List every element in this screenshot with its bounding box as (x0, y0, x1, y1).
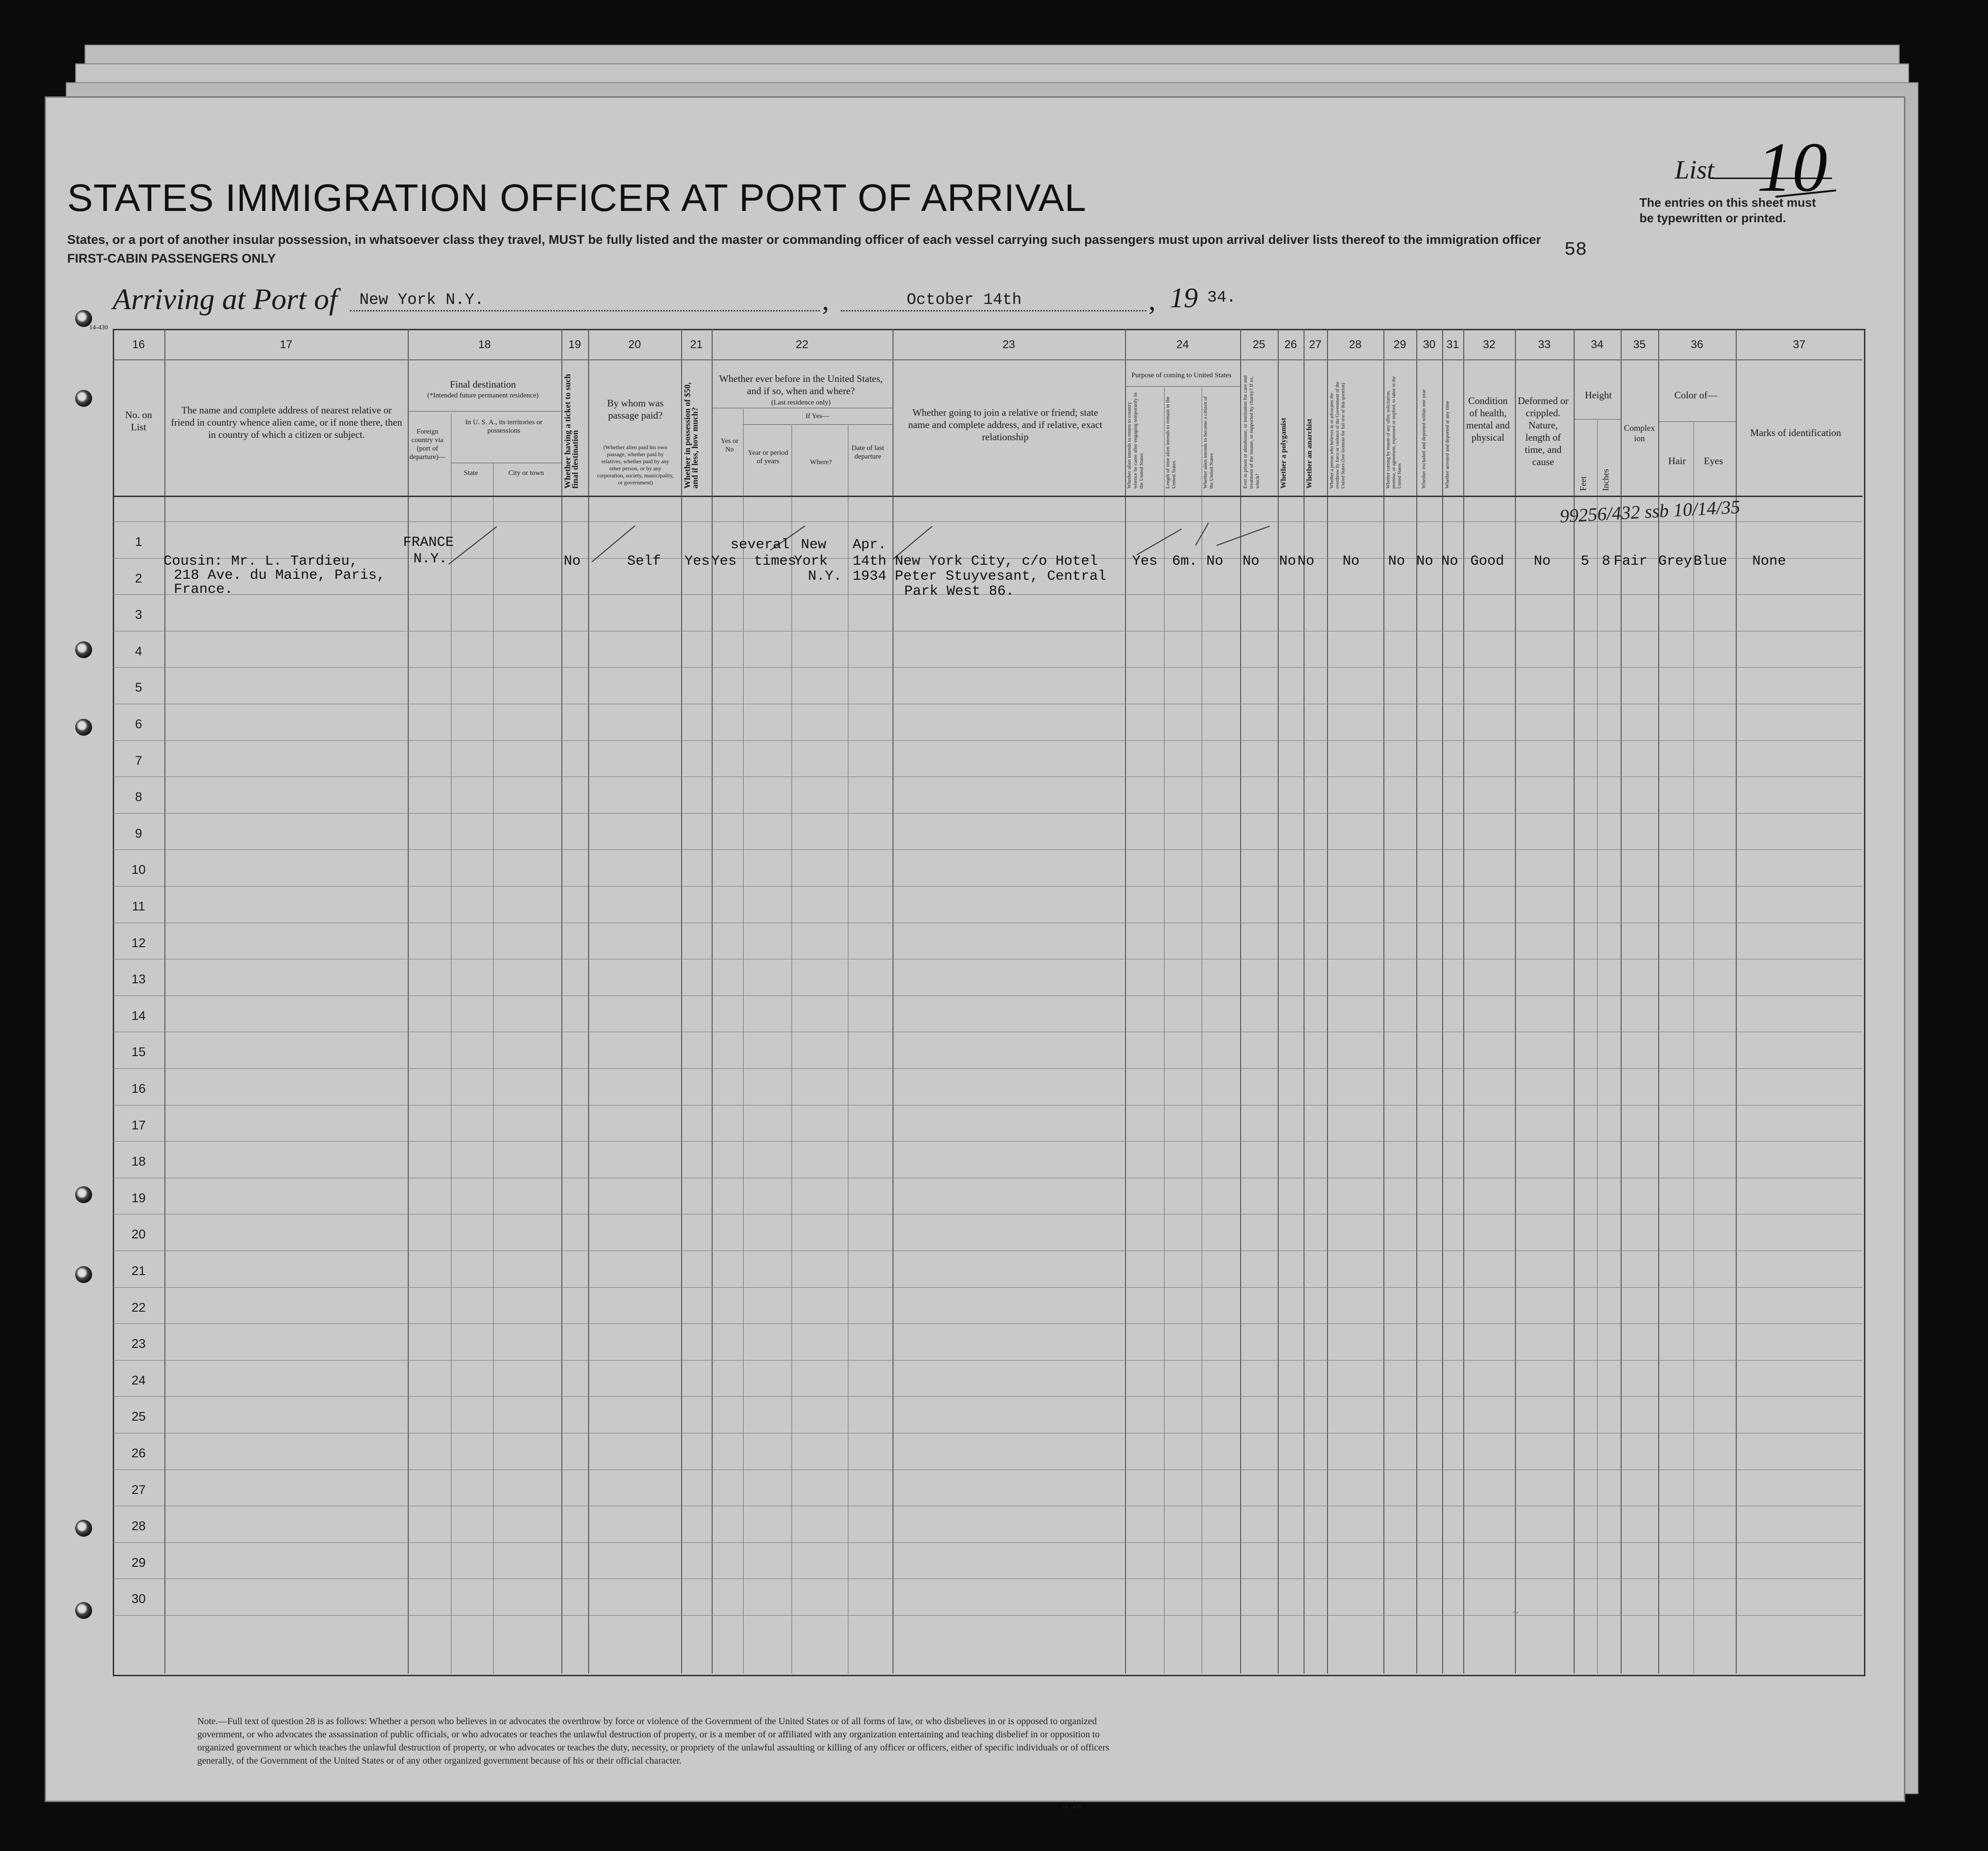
column-number: 29 (1393, 338, 1406, 351)
footnote-form-reference: 14—430 (1062, 1804, 1081, 1810)
table-row-rule (113, 1287, 1863, 1288)
row-number: 21 (131, 1264, 146, 1278)
row-number: 10 (131, 863, 146, 877)
binder-hole-icon (75, 1520, 92, 1537)
comma-separator: , (1149, 285, 1156, 316)
column-number: 26 (1284, 338, 1297, 351)
form-reference: 14-430 (89, 324, 108, 331)
row-number: 3 (135, 607, 142, 622)
row-number: 28 (131, 1519, 146, 1533)
column-number: 20 (628, 338, 641, 351)
header-purpose-citizen: Whether alien intends to become a citizen of the United States (1203, 396, 1214, 489)
comma-separator: , (822, 285, 829, 316)
header-bottom-rule (113, 496, 1863, 497)
table-row-rule (113, 1141, 1863, 1142)
table-row-rule (113, 740, 1863, 741)
row-number: 19 (131, 1190, 146, 1205)
passenger-class-label: FIRST-CABIN PASSENGERS ONLY (67, 251, 276, 265)
header-relative-address: The name and complete address of nearest relative or friend in country whence alien came, or if none there, then in country of which a citizen or subject. (171, 404, 403, 440)
before-where-line-1: New (801, 537, 827, 553)
column-divider (408, 329, 409, 1673)
ticket-value: No (564, 553, 581, 569)
header-overthrow: Whether a person who believes in or advocates the overthrow by force or violence of the Government of the United States (See footnote for full text of this question) (1329, 381, 1346, 489)
column-divider (1383, 329, 1384, 1673)
purpose-length-value: 6m. (1172, 553, 1198, 569)
column-number: 22 (796, 338, 808, 351)
header-years: Year or period of years (748, 449, 788, 465)
eyes-value: Blue (1693, 553, 1728, 569)
subcolumn-divider (1597, 420, 1598, 1673)
row-number: 22 (131, 1300, 146, 1314)
header-anarchist: Whether an anarchist (1305, 419, 1313, 489)
table-row-rule (113, 1615, 1863, 1616)
list-label: List (1675, 156, 1715, 185)
relative-address-line-3: France. (174, 582, 233, 598)
list-number: 10 (1757, 128, 1827, 206)
header-subrule (408, 411, 561, 412)
column-number: 32 (1483, 338, 1496, 351)
hair-value: Grey (1658, 553, 1693, 569)
column-divider (1304, 329, 1305, 1673)
purpose-return-value: Yes (1132, 553, 1158, 569)
column-divider (1240, 329, 1241, 1673)
column-number: 17 (280, 338, 293, 351)
column-number: 18 (478, 338, 491, 351)
arriving-label: Arriving at Port of (113, 282, 338, 316)
column-number: 28 (1349, 338, 1362, 351)
column-number: 31 (1446, 338, 1459, 351)
row-number: 24 (131, 1373, 146, 1387)
polygamist-value: No (1279, 553, 1297, 569)
join-relative-line-2: Peter Stuyvesant, Central (895, 568, 1107, 584)
money-value: Yes (684, 553, 710, 569)
handwritten-annotation: 99256/432 ssb 10/14/35 (1559, 496, 1741, 527)
before-years-line-2: times (754, 553, 797, 569)
column-number-rule (113, 359, 1863, 360)
height-feet-value: 5 (1581, 553, 1590, 569)
table-row-rule (113, 1542, 1863, 1543)
column-divider (561, 329, 562, 1673)
header-arrested: Whether arrested and deported at any time (1444, 401, 1450, 489)
overthrow-value: No (1343, 553, 1360, 569)
header-final-destination: Final destination (450, 379, 516, 390)
row-number: 15 (131, 1045, 146, 1059)
header-deformed: Deformed or crippled. Nature, length of time, and cause (1518, 395, 1569, 467)
header-where: Where? (810, 459, 832, 466)
row-number: 30 (131, 1592, 146, 1606)
header-money: Whether in possession of $50, and if less, how much? (683, 382, 699, 489)
header-if-yes: If Yes— (805, 412, 829, 420)
footnote (197, 1715, 1137, 1810)
header-join-relative: Whether going to join a relative or friend; state name and complete address, and if relative, exact relationship (908, 407, 1103, 443)
column-divider (588, 329, 589, 1673)
header-labor-offer: Whether coming by reason of any offer, solicitation, promise, or agreement, expressed or implied, to labor in the United States (1386, 376, 1402, 489)
column-divider (1658, 329, 1659, 1673)
deformed-value: No (1534, 553, 1551, 569)
column-divider (681, 329, 682, 1673)
table-row-rule (113, 813, 1863, 814)
page-title: STATES IMMIGRATION OFFICER AT PORT OF ARRIVAL (67, 177, 1087, 219)
anarchist-value: No (1297, 553, 1315, 569)
column-divider (712, 329, 713, 1673)
column-number: 25 (1252, 338, 1266, 351)
footnote-text: Note.—Full text of question 28 is as follows: Whether a person who believes in or advocates the overthrow by force or violence of the Government of the United States or of all forms of law, or who disbelieves in or is opposed to organized government, or who advocates the assassination of public officials, or who advocates or teaches the unlawful destruction of property, or is a member of or affiliated with any organization entertaining and teaching disbelief in or opposition to organized government or which teaches the unlawful destruction of property, or who advocates or teaches the duty, necessity, or propriety of the unlawful assaulting or killing of any officer or officers, either of specific individuals or of officers generally, of the Government of the United States or of any other organized government because of his or their official character. (197, 1716, 1110, 1766)
relative-address-line-2: 218 Ave. du Maine, Paris, (174, 568, 386, 583)
header-marks-identification: Marks of identification (1750, 427, 1841, 438)
table-row-rule (113, 849, 1863, 850)
column-number: 19 (568, 338, 581, 351)
header-subrule (743, 424, 893, 425)
column-number: 27 (1309, 338, 1322, 351)
table-row-rule (113, 1323, 1863, 1324)
entries-note-line-1: The entries on this sheet must (1639, 195, 1816, 210)
row-number: 5 (135, 680, 142, 695)
row-number: 29 (131, 1555, 146, 1570)
header-ever-before: Whether ever before in the United States, and if so, when and where? (719, 373, 883, 397)
date-underline (841, 310, 1146, 311)
height-inches-value: 8 (1602, 553, 1611, 569)
header-purpose: Purpose of coming to United States (1131, 372, 1232, 379)
intro-text: States, or a port of another insular possession, in whatsoever class they travel, MUST be fully listed and the master or commanding officer of each vessel carrying such passengers must upon arrival deliver lists thereof to the immigration officer (67, 233, 1541, 247)
header-no-on-list: No. on List (125, 409, 152, 433)
prison-value: No (1242, 553, 1260, 569)
binder-hole-icon (75, 719, 92, 736)
manifest-table (113, 329, 1865, 1676)
table-row-rule (113, 1068, 1863, 1069)
arrival-port: New York N.Y. (359, 291, 484, 309)
table-row-rule (113, 995, 1863, 996)
row-number: 17 (131, 1118, 146, 1132)
header-passage-paid: By whom was passage paid? (607, 397, 664, 421)
row-number: 23 (131, 1337, 146, 1351)
column-divider (1621, 329, 1622, 1673)
header-excluded: Whether excluded and deported within one year (1421, 389, 1427, 489)
state-value: N.Y. (413, 551, 448, 567)
row-number: 18 (131, 1154, 146, 1169)
before-where-line-3: N.Y. (808, 568, 842, 584)
header-passage-paid-note: (Whether alien paid his own passage, whether paid by relatives, whether paid by any other person, or by any corporation, society, municipality, or government) (597, 444, 674, 486)
header-city: City or town (508, 469, 544, 477)
row-number: 26 (131, 1446, 146, 1460)
column-number: 30 (1423, 338, 1436, 351)
header-in-usa: In U. S. A., its territories or possessions (465, 419, 543, 435)
health-value: Good (1470, 553, 1505, 569)
header-feet: Feet (1578, 476, 1588, 491)
binder-hole-icon (75, 1186, 92, 1203)
arrival-year-suffix: 34. (1207, 289, 1236, 307)
header-hair: Hair (1668, 455, 1686, 467)
column-divider (164, 329, 165, 1673)
column-number: 21 (690, 338, 703, 351)
before-date-line-3: 1934 (853, 568, 887, 584)
binder-hole-icon (75, 641, 92, 658)
row-number: 4 (135, 644, 142, 658)
header-state: State (464, 469, 478, 477)
before-years-line-1: several (730, 537, 790, 553)
row-number: 12 (131, 935, 146, 950)
passage-paid-value: Self (627, 553, 661, 569)
header-health: Condition of health, mental and physical (1466, 395, 1510, 443)
subcolumn-divider (1693, 423, 1694, 1673)
column-number: 34 (1591, 338, 1604, 351)
table-row-rule (113, 1396, 1863, 1397)
header-foreign-country: Foreign country via (port of departure)— (409, 428, 446, 461)
before-date-line-2: 14th (853, 553, 887, 569)
header-purpose-length: Length of time alien intends to remain in the United States (1165, 396, 1177, 489)
entries-note-line-2: be typewritten or printed. (1639, 211, 1786, 225)
row-number: 16 (131, 1081, 146, 1096)
header-height: Height (1584, 389, 1612, 401)
column-divider (1463, 329, 1464, 1673)
subcolumn-divider (743, 409, 744, 1673)
column-number: 16 (132, 338, 145, 351)
header-eyes: Eyes (1704, 455, 1723, 467)
subcolumn-divider (1164, 388, 1165, 1673)
relative-address-line-1: Cousin: Mr. L. Tardieu, (163, 553, 358, 569)
header-ticket: Whether having a ticket to such final destination (563, 373, 580, 489)
row-number: 7 (135, 753, 142, 768)
labor-value: No (1388, 553, 1406, 569)
binder-hole-icon (75, 1266, 92, 1283)
header-date-departure: Date of last departure (851, 444, 885, 460)
header-yes-no: Yes or No (720, 437, 739, 453)
purpose-citizen-value: No (1206, 553, 1224, 569)
marks-value: None (1752, 553, 1786, 569)
arrested-value: No (1441, 553, 1459, 569)
column-number: 33 (1538, 338, 1551, 351)
header-prison: Ever in prison or almshouse, or institution for care and treatment of the insane, or supported by charity? If so, which? (1242, 375, 1260, 489)
table-row-rule (113, 667, 1863, 668)
row-number: 6 (135, 717, 142, 731)
row-number: 13 (131, 972, 146, 987)
column-divider (1515, 329, 1516, 1673)
header-purpose-return: Whether alien intends to return to country whence he came after engaging temporarily in the United States (1126, 392, 1144, 489)
column-divider (1125, 329, 1126, 1673)
arrival-date: October 14th (907, 291, 1022, 309)
port-underline (350, 310, 820, 311)
column-divider (1574, 329, 1575, 1673)
header-complexion: Complexion (1624, 423, 1655, 443)
column-divider (1442, 329, 1443, 1673)
before-yes-no-value: Yes (711, 553, 737, 569)
row-number: 25 (131, 1409, 146, 1424)
row-number: 8 (135, 790, 142, 804)
header-ever-before-note: (Last residence only) (771, 399, 831, 406)
column-number: 37 (1793, 338, 1806, 351)
header-polygamist: Whether a polygamist (1280, 418, 1288, 489)
header-color-of: Color of— (1674, 389, 1717, 401)
row-number: 27 (131, 1482, 146, 1497)
column-number: 24 (1176, 338, 1189, 351)
column-divider (1278, 329, 1279, 1673)
header-final-destination-note: (*Intended future permanent residence) (427, 392, 539, 399)
document-number: 58 (1564, 240, 1587, 261)
column-number: 35 (1633, 338, 1646, 351)
table-row-rule (113, 886, 1863, 887)
ink-smudge: ~ (1513, 1607, 1519, 1619)
header-subrule (1574, 419, 1621, 420)
header-subrule (1125, 386, 1240, 387)
binder-hole-icon (75, 1602, 92, 1619)
header-inches: Inches (1601, 469, 1610, 491)
before-date-line-1: Apr. (853, 537, 887, 553)
row-number: 1 (135, 535, 142, 549)
row-number: 14 (131, 1008, 146, 1023)
join-relative-line-3: Park West 86. (904, 583, 1015, 599)
row-number: 2 (135, 571, 142, 585)
column-divider (1327, 329, 1328, 1673)
before-where-line-2: York (794, 553, 828, 569)
arrival-year-prefix: 19 (1170, 282, 1198, 313)
column-divider (1736, 329, 1737, 1673)
column-divider (1416, 329, 1417, 1673)
join-relative-line-1: New York City, c/o Hotel (895, 553, 1098, 569)
header-subrule (1658, 421, 1736, 422)
table-row-rule (113, 1360, 1863, 1361)
row-number: 9 (135, 826, 142, 840)
foreign-country-value: FRANCE (403, 535, 454, 551)
excluded-value: No (1416, 553, 1434, 569)
binder-hole-icon (75, 390, 92, 407)
row-number: 20 (131, 1227, 146, 1242)
complexion-value: Fair (1614, 553, 1648, 569)
column-number: 23 (1002, 338, 1015, 351)
column-number: 36 (1691, 338, 1703, 351)
row-number: 11 (132, 899, 146, 913)
